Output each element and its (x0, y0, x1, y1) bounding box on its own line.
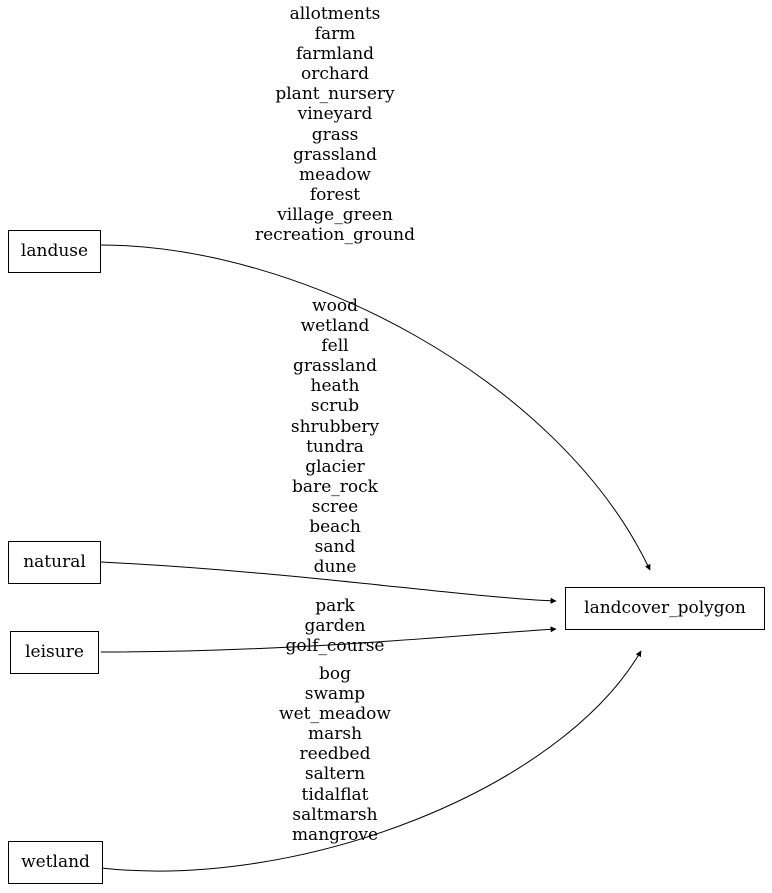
value-landuse-farm: farm (314, 24, 356, 45)
node-leisure[interactable] (10, 631, 99, 674)
node-landuse[interactable] (8, 230, 101, 273)
value-wetland-tidalflat: tidalflat (301, 784, 369, 805)
value-natural-fell: fell (321, 336, 349, 357)
value-landuse-grass: grass (311, 124, 359, 145)
node-leisure-label: leisure (25, 642, 84, 662)
value-landuse-farmland: farmland (295, 44, 375, 65)
value-landuse-allotments: allotments (289, 4, 381, 24)
value-landuse-orchard: orchard (301, 64, 369, 85)
value-wetland-saltmarsh: saltmarsh (292, 804, 378, 825)
value-natural-wood: wood (312, 296, 358, 316)
value-leisure-park: park (315, 596, 355, 616)
value-wetland-mangrove: mangrove (291, 824, 379, 845)
value-natural-shrubbery: shrubbery (290, 416, 380, 437)
value-wetland-bog: bog (319, 664, 351, 684)
value-wetland-marsh: marsh (307, 724, 363, 745)
value-natural-beach: beach (309, 517, 361, 538)
value-landuse-village-green: village_green (277, 204, 393, 225)
value-landuse-forest: forest (309, 184, 361, 205)
value-natural-bare-rock: bare_rock (292, 476, 378, 497)
value-wetland-wet-meadow: wet_meadow (279, 704, 391, 725)
value-wetland-saltern: saltern (304, 764, 366, 785)
value-wetland-swamp: swamp (304, 684, 366, 705)
value-list-leisure (246, 596, 424, 656)
value-landuse-plant-nursery: plant_nursery (275, 84, 395, 105)
value-natural-grassland: grassland (293, 356, 377, 377)
node-wetland[interactable] (8, 841, 103, 884)
node-landcover-polygon[interactable] (565, 587, 765, 630)
value-natural-scree: scree (311, 496, 359, 517)
node-landuse-label: landuse (20, 241, 89, 261)
value-natural-sand: sand (314, 537, 356, 558)
value-natural-dune: dune (313, 557, 357, 578)
value-landuse-grassland: grassland (293, 144, 377, 165)
value-wetland-reedbed: reedbed (299, 744, 371, 765)
value-natural-scrub: scrub (310, 396, 360, 417)
value-landuse-recreation-ground: recreation_ground (254, 225, 415, 246)
node-landcover-polygon-label: landcover_polygon (584, 598, 746, 618)
value-natural-heath: heath (310, 376, 360, 397)
value-natural-wetland: wetland (300, 316, 370, 337)
value-landuse-vineyard: vineyard (297, 104, 373, 125)
value-list-natural (246, 296, 424, 577)
value-leisure-garden: garden (304, 616, 366, 637)
value-list-landuse (246, 4, 424, 245)
node-natural[interactable] (8, 541, 101, 584)
value-natural-glacier: glacier (305, 456, 365, 477)
node-wetland-label: wetland (21, 852, 90, 872)
value-list-wetland (246, 664, 424, 845)
value-leisure-golf-course: golf_course (285, 636, 385, 657)
value-landuse-meadow: meadow (299, 164, 371, 185)
node-natural-label: natural (23, 552, 86, 572)
value-natural-tundra: tundra (306, 436, 364, 457)
